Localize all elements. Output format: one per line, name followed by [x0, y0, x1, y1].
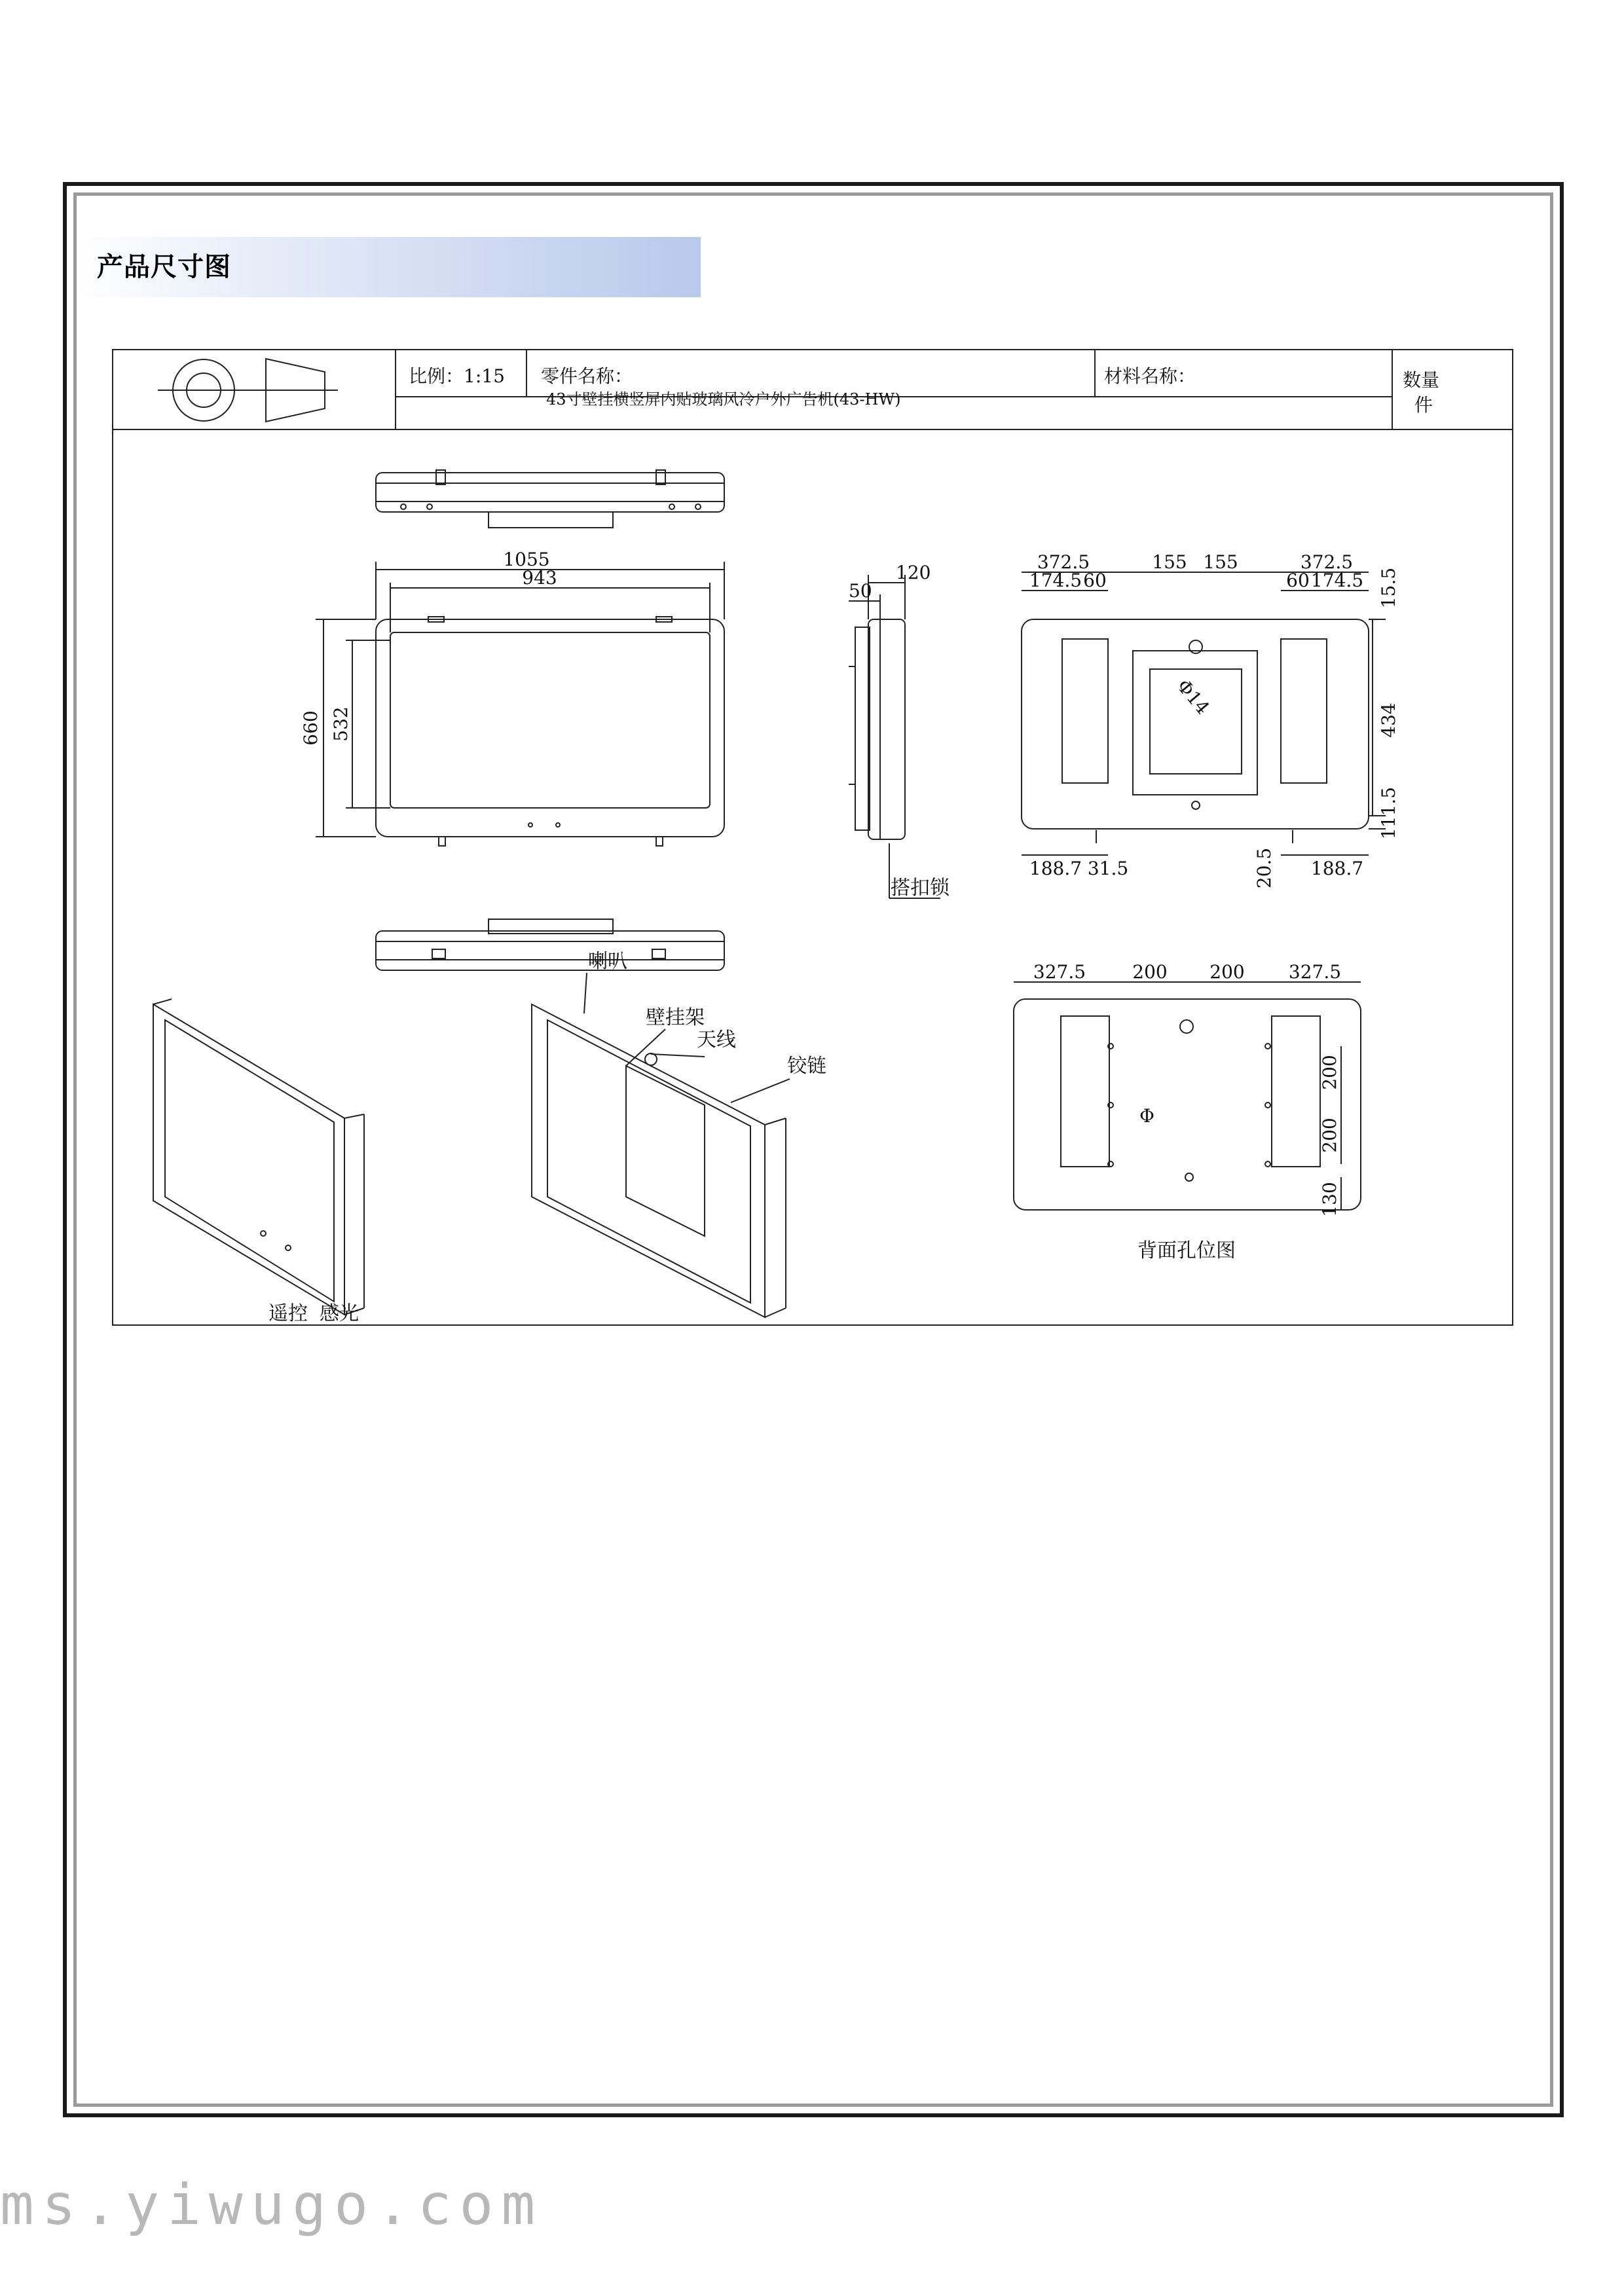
dim-width-inner: 943 — [522, 567, 557, 589]
top-view — [376, 470, 724, 528]
watermark: ms.yiwugo.com — [0, 2172, 544, 2238]
rear-dim-bottom-left: 188.7 — [1029, 858, 1082, 879]
rear-dim-sub-right-a: 60 — [1286, 570, 1310, 591]
label-light-sensor: 感光 — [320, 1302, 359, 1325]
hole-phi: Φ — [1139, 1105, 1154, 1127]
rear-dim-right-mid: 434 — [1378, 702, 1399, 738]
part-name: 43寸壁挂横竖屏内贴玻璃风冷户外广告机(43-HW) — [546, 390, 901, 409]
rear-dim-top-right: 372.5 — [1300, 551, 1354, 573]
dim-height-inner: 532 — [330, 706, 352, 742]
hole-dim-right-c: 130 — [1319, 1182, 1340, 1217]
hole-dim-right-b: 200 — [1319, 1118, 1340, 1153]
rear-hole-diameter: Φ14 — [1172, 675, 1214, 719]
rear-dim-top-mid-left: 155 — [1152, 551, 1187, 573]
section-title: 产品尺寸图 — [97, 252, 231, 282]
iso-front-view — [153, 999, 364, 1315]
rear-dim-bottom-left-b: 31.5 — [1087, 858, 1129, 879]
rear-dim-top-left: 372.5 — [1037, 551, 1090, 573]
hole-view — [1014, 982, 1361, 1210]
rear-dim-bottom-right: 188.7 — [1310, 858, 1364, 879]
hole-dim-top-b: 200 — [1132, 961, 1168, 983]
side-view — [849, 575, 940, 898]
dim-depth-total: 120 — [896, 562, 931, 583]
rear-dim-right-low: 111.5 — [1378, 786, 1399, 840]
material-label: 材料名称： — [1104, 365, 1196, 387]
technical-drawing — [89, 326, 1536, 1354]
hole-view-caption: 背面孔位图 — [1137, 1239, 1236, 1262]
hole-dim-right-a: 200 — [1319, 1055, 1340, 1090]
dim-width-outer: 1055 — [503, 549, 550, 570]
bottom-view — [376, 919, 724, 970]
rear-dim-sub-left-a: 174.5 — [1029, 570, 1082, 591]
label-wall-mount: 壁挂架 — [646, 1006, 705, 1029]
quantity-unit: 件 — [1414, 394, 1433, 416]
hole-dim-top-d: 327.5 — [1288, 961, 1342, 983]
rear-dim-top-mid-right: 155 — [1203, 551, 1238, 573]
front-view — [316, 562, 724, 846]
hole-dim-top-a: 327.5 — [1033, 961, 1086, 983]
rear-view — [1022, 572, 1386, 855]
scale-text: 比例：1:15 — [409, 365, 505, 387]
label-antenna: 天线 — [697, 1029, 736, 1051]
section-header — [77, 237, 701, 297]
hole-dim-top-c: 200 — [1209, 961, 1245, 983]
label-hinge: 铰链 — [787, 1055, 826, 1078]
rear-dim-right-top: 15.5 — [1378, 567, 1399, 609]
rear-dim-sub-right-b: 174.5 — [1310, 570, 1364, 591]
dim-height-outer: 660 — [300, 710, 322, 746]
label-speaker: 喇叭 — [588, 950, 627, 973]
dim-depth-part: 50 — [849, 580, 872, 602]
quantity-label: 数量 — [1403, 369, 1440, 391]
rear-dim-sub-left-b: 60 — [1083, 570, 1107, 591]
rear-dim-bottom-right-a: 20.5 — [1253, 847, 1275, 889]
label-lock: 搭扣锁 — [891, 877, 950, 900]
label-remote: 遥控 — [268, 1302, 308, 1325]
part-name-label: 零件名称： — [541, 365, 633, 387]
